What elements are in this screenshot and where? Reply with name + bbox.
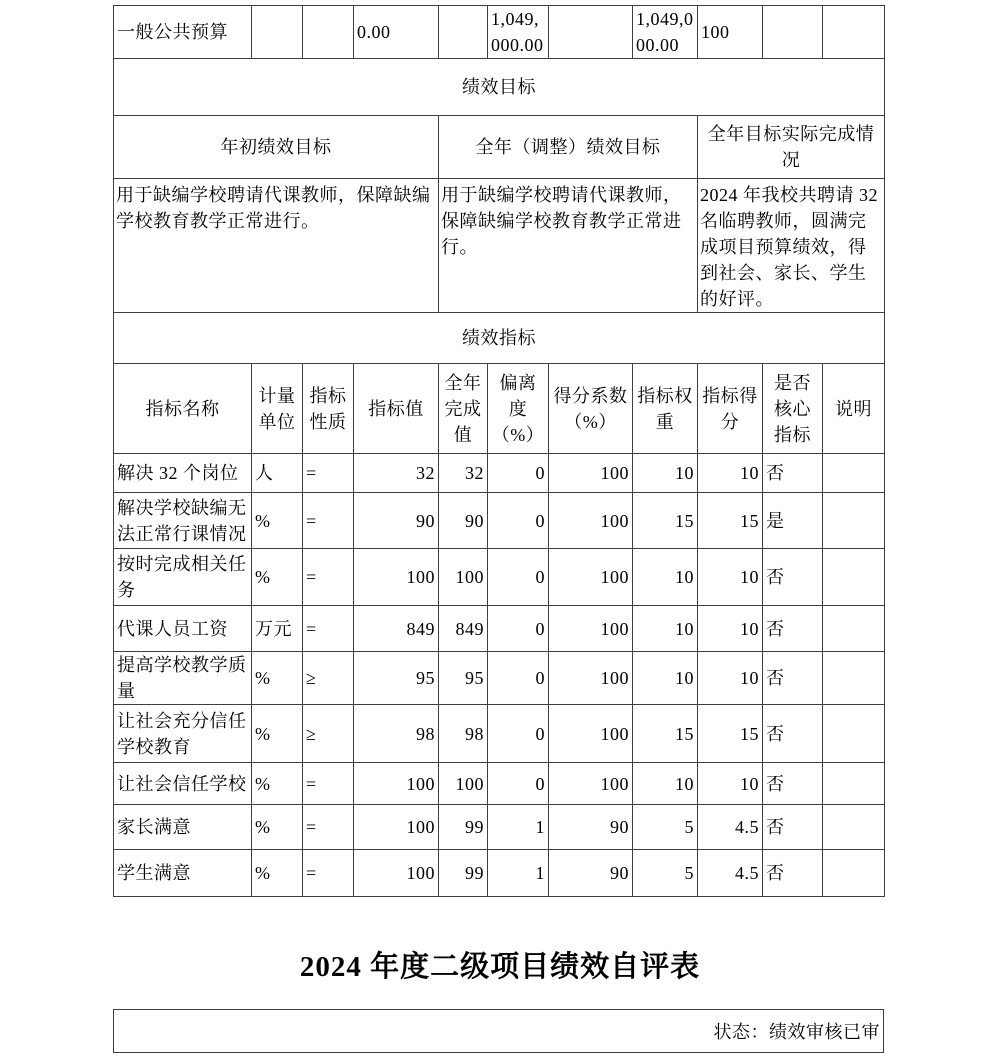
col-header-score: 指标得分 (698, 364, 763, 454)
empty-cell (763, 6, 823, 59)
indicator-name: 学生满意 (114, 850, 252, 897)
status-badge: 状态：绩效审核已审 (114, 1010, 884, 1053)
budget-label: 一般公共预算 (114, 6, 252, 59)
table-row (114, 763, 885, 805)
indicator-score: 10 (698, 606, 763, 652)
status-row (114, 1010, 884, 1053)
indicator-target: 100 (354, 850, 439, 897)
indicator-name: 让社会充分信任学校教育 (114, 705, 252, 763)
indicator-core-flag: 否 (763, 606, 823, 652)
indicator-coefficient: 100 (549, 763, 633, 805)
table-row (114, 493, 885, 549)
page-title: 2024 年度二级项目绩效自评表 (299, 951, 701, 983)
indicator-coefficient: 100 (549, 493, 633, 549)
indicator-weight: 15 (633, 493, 698, 549)
indicator-completed: 99 (439, 850, 488, 897)
indicator-core-flag: 否 (763, 705, 823, 763)
indicator-name: 代课人员工资 (114, 606, 252, 652)
indicator-unit: % (252, 652, 303, 705)
indicator-target: 100 (354, 549, 439, 606)
indicator-note (823, 763, 885, 805)
indicator-deviation: 0 (488, 606, 549, 652)
indicator-name: 解决 32 个岗位 (114, 454, 252, 493)
indicator-unit: 万元 (252, 606, 303, 652)
indicator-completed: 100 (439, 549, 488, 606)
indicator-name: 让社会信任学校 (114, 763, 252, 805)
table-row (114, 705, 885, 763)
indicator-name: 按时完成相关任务 (114, 549, 252, 606)
empty-cell (303, 6, 354, 59)
indicator-note (823, 850, 885, 897)
indicator-coefficient: 100 (549, 652, 633, 705)
indicator-unit: % (252, 763, 303, 805)
col-header-coefficient: 得分系数（%） (549, 364, 633, 454)
indicator-completed: 95 (439, 652, 488, 705)
col-header-completed: 全年完成值 (439, 364, 488, 454)
indicator-unit: % (252, 805, 303, 850)
empty-cell (252, 6, 303, 59)
indicator-note (823, 493, 885, 549)
indicator-target: 95 (354, 652, 439, 705)
indicator-header-row (114, 364, 885, 454)
indicator-deviation: 1 (488, 850, 549, 897)
budget-rate: 100 (698, 6, 763, 59)
col-header-deviation: 偏离度（%） (488, 364, 549, 454)
indicator-score: 10 (698, 763, 763, 805)
goal-header-initial: 年初绩效目标 (114, 116, 439, 179)
indicator-score: 10 (698, 652, 763, 705)
indicator-target: 90 (354, 493, 439, 549)
budget-amount-1: 1,049,000.00 (488, 6, 549, 59)
indicator-target: 32 (354, 454, 439, 493)
indicator-completed: 32 (439, 454, 488, 493)
indicator-unit: % (252, 549, 303, 606)
indicator-nature: ≥ (303, 652, 354, 705)
goal-header-adjusted: 全年（调整）绩效目标 (439, 116, 698, 179)
goal-header-actual: 全年目标实际完成情况 (698, 116, 885, 179)
indicator-completed: 849 (439, 606, 488, 652)
indicator-nature: ≥ (303, 705, 354, 763)
col-header-note: 说明 (823, 364, 885, 454)
indicator-weight: 5 (633, 850, 698, 897)
budget-row (114, 6, 885, 59)
col-header-name: 指标名称 (114, 364, 252, 454)
indicator-note (823, 549, 885, 606)
indicator-deviation: 0 (488, 763, 549, 805)
indicator-weight: 10 (633, 606, 698, 652)
indicator-target: 100 (354, 763, 439, 805)
indicator-weight: 15 (633, 705, 698, 763)
indicator-deviation: 0 (488, 705, 549, 763)
indicator-coefficient: 100 (549, 549, 633, 606)
indicator-completed: 99 (439, 805, 488, 850)
indicator-nature: = (303, 606, 354, 652)
table-row (114, 454, 885, 493)
indicator-target: 100 (354, 805, 439, 850)
indicator-completed: 100 (439, 763, 488, 805)
empty-cell (549, 6, 633, 59)
indicator-note (823, 606, 885, 652)
budget-paid-value: 0.00 (354, 6, 439, 59)
empty-cell (823, 6, 885, 59)
indicator-core-flag: 否 (763, 763, 823, 805)
indicator-completed: 90 (439, 493, 488, 549)
table-row (114, 652, 885, 705)
indicator-coefficient: 90 (549, 805, 633, 850)
empty-cell (439, 6, 488, 59)
indicator-name: 解决学校缺编无法正常行课情况 (114, 493, 252, 549)
indicator-note (823, 705, 885, 763)
indicator-score: 15 (698, 705, 763, 763)
indicator-deviation: 1 (488, 805, 549, 850)
goal-initial-text: 用于缺编学校聘请代课教师，保障缺编学校教育教学正常进行。 (114, 179, 439, 313)
indicator-weight: 5 (633, 805, 698, 850)
col-header-nature: 指标性质 (303, 364, 354, 454)
indicator-score: 4.5 (698, 850, 763, 897)
indicator-name: 家长满意 (114, 805, 252, 850)
table-row (114, 606, 885, 652)
indicator-note (823, 652, 885, 705)
indicator-unit: % (252, 850, 303, 897)
indicator-weight: 10 (633, 652, 698, 705)
performance-table (113, 5, 885, 897)
indicator-score: 10 (698, 454, 763, 493)
indicator-deviation: 0 (488, 454, 549, 493)
indicator-deviation: 0 (488, 652, 549, 705)
indicator-deviation: 0 (488, 493, 549, 549)
indicator-weight: 10 (633, 454, 698, 493)
indicator-nature: = (303, 805, 354, 850)
indicator-score: 10 (698, 549, 763, 606)
indicator-note (823, 805, 885, 850)
goal-adjusted-text: 用于缺编学校聘请代课教师，保障缺编学校教育教学正常进行。 (439, 179, 698, 313)
indicator-core-flag: 否 (763, 549, 823, 606)
indicator-coefficient: 90 (549, 850, 633, 897)
col-header-core: 是否核心指标 (763, 364, 823, 454)
col-header-target: 指标值 (354, 364, 439, 454)
indicator-unit: % (252, 705, 303, 763)
indicator-coefficient: 100 (549, 606, 633, 652)
indicator-deviation: 0 (488, 549, 549, 606)
indicator-note (823, 454, 885, 493)
table-row (114, 549, 885, 606)
status-table (113, 1009, 884, 1053)
indicator-core-flag: 否 (763, 850, 823, 897)
indicators-section-title: 绩效指标 (114, 313, 885, 364)
indicator-weight: 10 (633, 549, 698, 606)
col-header-weight: 指标权重 (633, 364, 698, 454)
indicator-nature: = (303, 454, 354, 493)
indicator-nature: = (303, 493, 354, 549)
indicator-unit: % (252, 493, 303, 549)
indicator-coefficient: 100 (549, 454, 633, 493)
indicator-unit: 人 (252, 454, 303, 493)
indicator-coefficient: 100 (549, 705, 633, 763)
indicator-name: 提高学校教学质量 (114, 652, 252, 705)
indicator-nature: = (303, 763, 354, 805)
indicator-core-flag: 否 (763, 805, 823, 850)
budget-amount-2: 1,049,000.00 (633, 6, 698, 59)
indicator-core-flag: 否 (763, 454, 823, 493)
indicator-score: 15 (698, 493, 763, 549)
indicator-weight: 10 (633, 763, 698, 805)
goals-section-title: 绩效目标 (114, 59, 885, 116)
col-header-unit: 计量单位 (252, 364, 303, 454)
table-row (114, 850, 885, 897)
indicator-core-flag: 是 (763, 493, 823, 549)
goal-actual-text: 2024 年我校共聘请 32 名临聘教师，圆满完成项目预算绩效，得到社会、家长、学生的好评。 (698, 179, 885, 313)
indicator-nature: = (303, 850, 354, 897)
indicator-core-flag: 否 (763, 652, 823, 705)
table-row (114, 805, 885, 850)
indicator-target: 849 (354, 606, 439, 652)
indicator-score: 4.5 (698, 805, 763, 850)
indicator-completed: 98 (439, 705, 488, 763)
indicator-target: 98 (354, 705, 439, 763)
indicator-nature: = (303, 549, 354, 606)
